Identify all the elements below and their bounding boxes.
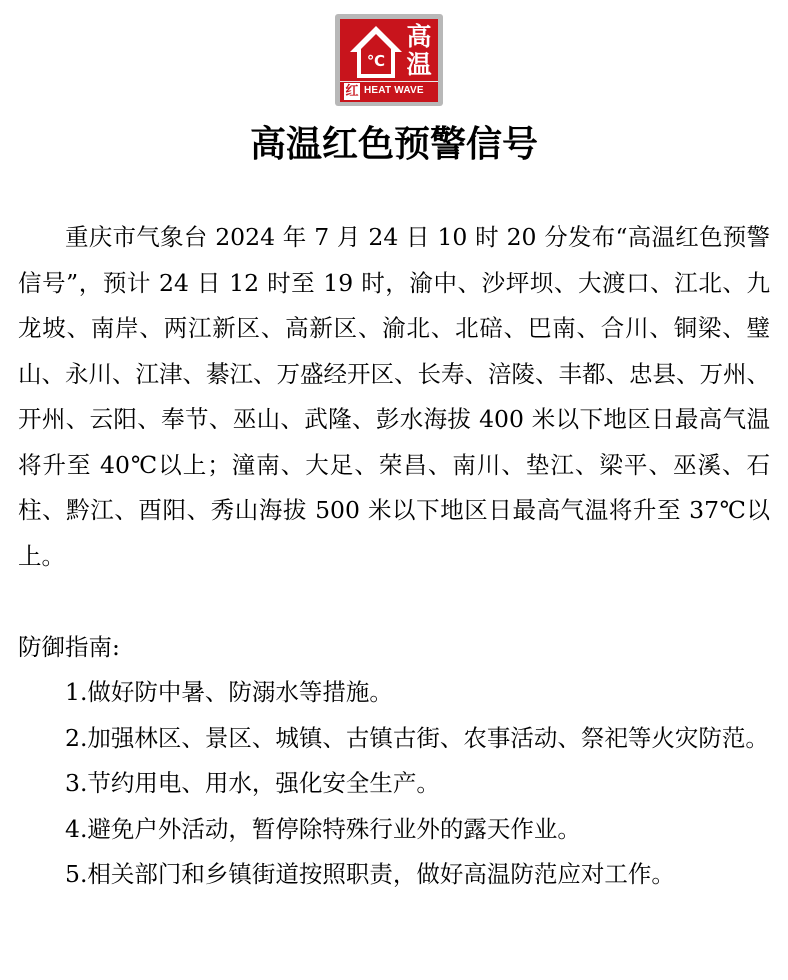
- guide-item: 4.避免户外活动，暂停除特殊行业外的露天作业。: [65, 814, 581, 843]
- house-thermometer-icon: [348, 24, 404, 80]
- badge-panel: [340, 19, 438, 101]
- badge-level-char: 红: [345, 84, 359, 99]
- guide-heading: 防御指南:: [18, 632, 120, 661]
- guide-item: 3.节约用电、用水，强化安全生产。: [65, 769, 440, 797]
- badge-strip: [340, 81, 438, 102]
- badge-label-en: HEAT WAVE: [364, 85, 424, 96]
- guide-item: 5.相关部门和乡镇街道按照职责，做好高温防范应对工作。: [65, 860, 675, 888]
- announcement-paragraph: 重庆市气象台 2024 年 7 月 24 日 10 时 20 分发布“高温红色预警信号”，预计 24 日 12 时至 19 时，渝中、沙坪坝、大渡口、江北、九龙坡、南岸、两江新区、高新区、渝北、北碚、巴南、合川、铜梁、璧山、永川、江津、綦江、万盛经开区、长寿、涪陵、丰都、忠县、万州、开州、云阳、奉节、巫山、武隆、彭水海拔 400 米以下地区日最高气温将升至 40℃以上；潼南、大足、荣昌、南川、垫江、梁平、巫溪、石柱、黔江、酉阳、秀山海拔 500 米以下地区日最高气温将升至 37℃以上。: [18, 223, 770, 570]
- guide-item: 2.加强林区、景区、城镇、古镇古街、农事活动、祭祀等火灾防范。: [65, 723, 769, 752]
- guide-item: 1.做好防中暑、防溺水等措施。: [65, 678, 393, 706]
- paragraph-spacer: [18, 579, 770, 625]
- celsius-symbol: ℃: [366, 52, 386, 70]
- heat-wave-warning-badge: [335, 14, 443, 106]
- page-title: 高温红色预警信号: [249, 124, 538, 165]
- document-body: [18, 215, 770, 898]
- badge-label-cn: 高温: [406, 22, 432, 79]
